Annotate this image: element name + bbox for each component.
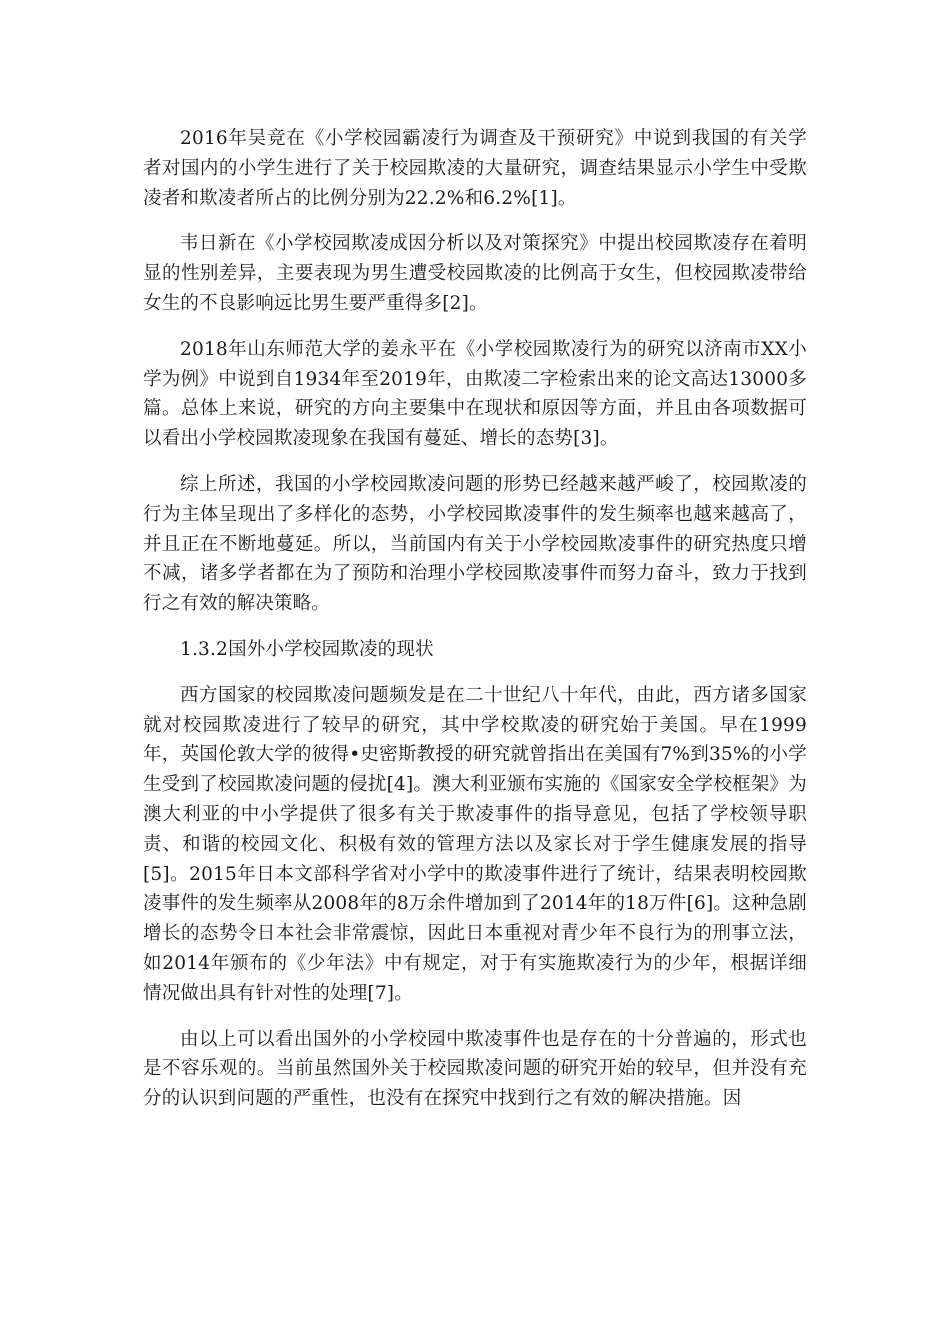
paragraph-jiang-yongping-study: 2018年山东师范大学的姜永平在《小学校园欺凌行为的研究以济南市XX小学为例》中说到自1934年至2019年，由欺凌二字检索出来的论文高达13000多篇。总体上来说，研究的方向主要集中在现状和原因等方面，并且由各项数据可以看出小学校园欺凌现象在我国有蔓延、增长的态势[3]。 (143, 338, 807, 450)
document-page (143, 124, 807, 1130)
paragraph-domestic-summary: 综上所述，我国的小学校园欺凌问题的形势已经越来越严峻了，校园欺凌的行为主体呈现出了多样化的态势，小学校园欺凌事件的发生频率也越来越高了，并且正在不断地蔓延。所以，当前国内有关于小学校园欺凌事件的研究热度只增不减，诸多学者都在为了预防和治理小学校园欺凌事件而努力奋斗，致力于找到行之有效的解决策略。 (143, 473, 807, 615)
paragraph-foreign-summary: 由以上可以看出国外的小学校园中欺凌事件也是存在的十分普遍的，形式也是不容乐观的。当前虽然国外关于校园欺凌问题的研究开始的较早，但并没有充分的认识到问题的严重性，也没有在探究中找到行之有效的解决措施。因 (143, 1028, 807, 1110)
paragraph-wei-rixin-study: 韦日新在《小学校园欺凌成因分析以及对策探究》中提出校园欺凌存在着明显的性别差异，主要表现为男生遭受校园欺凌的比例高于女生，但校园欺凌带给女生的不良影响远比男生要严重得多[2]。 (143, 233, 807, 314)
section-heading-foreign-status: 1.3.2国外小学校园欺凌的现状 (180, 638, 434, 660)
paragraph-western-research: 西方国家的校园欺凌问题频发是在二十世纪八十年代，由此，西方诸多国家就对校园欺凌进行了较早的研究，其中学校欺凌的研究始于美国。早在1999年，英国伦敦大学的彼得•史密斯教授的研究就曾指出在美国有7%到35%的小学生受到了校园欺凌问题的侵扰[4]。澳大利亚颁布实施的《国家安全学校框架》为澳大利亚的中小学提供了很多有关于欺凌事件的指导意见，包括了学校领导职责、和谐的校园文化、积极有效的管理方法以及家长对于学生健康发展的指导[5]。2015年日本文部科学省对小学中的欺凌事件进行了统计，结果表明校园欺凌事件的发生频率从2008年的8万余件增加到了2014年的18万件[6]。这种急剧增长的态势令日本社会非常震惊，因此日本重视对青少年不良行为的刑事立法，如2014年颁布的《少年法》中有规定，对于有实施欺凌行为的少年，根据详细情况做出具有针对性的处理[7]。 (143, 684, 807, 1004)
paragraph-wu-jing-study: 2016年吴竞在《小学校园霸凌行为调查及干预研究》中说到我国的有关学者对国内的小学生进行了关于校园欺凌的大量研究，调查结果显示小学生中受欺凌者和欺凌者所占的比例分别为22.2%和6.2%[1]。 (143, 128, 807, 209)
